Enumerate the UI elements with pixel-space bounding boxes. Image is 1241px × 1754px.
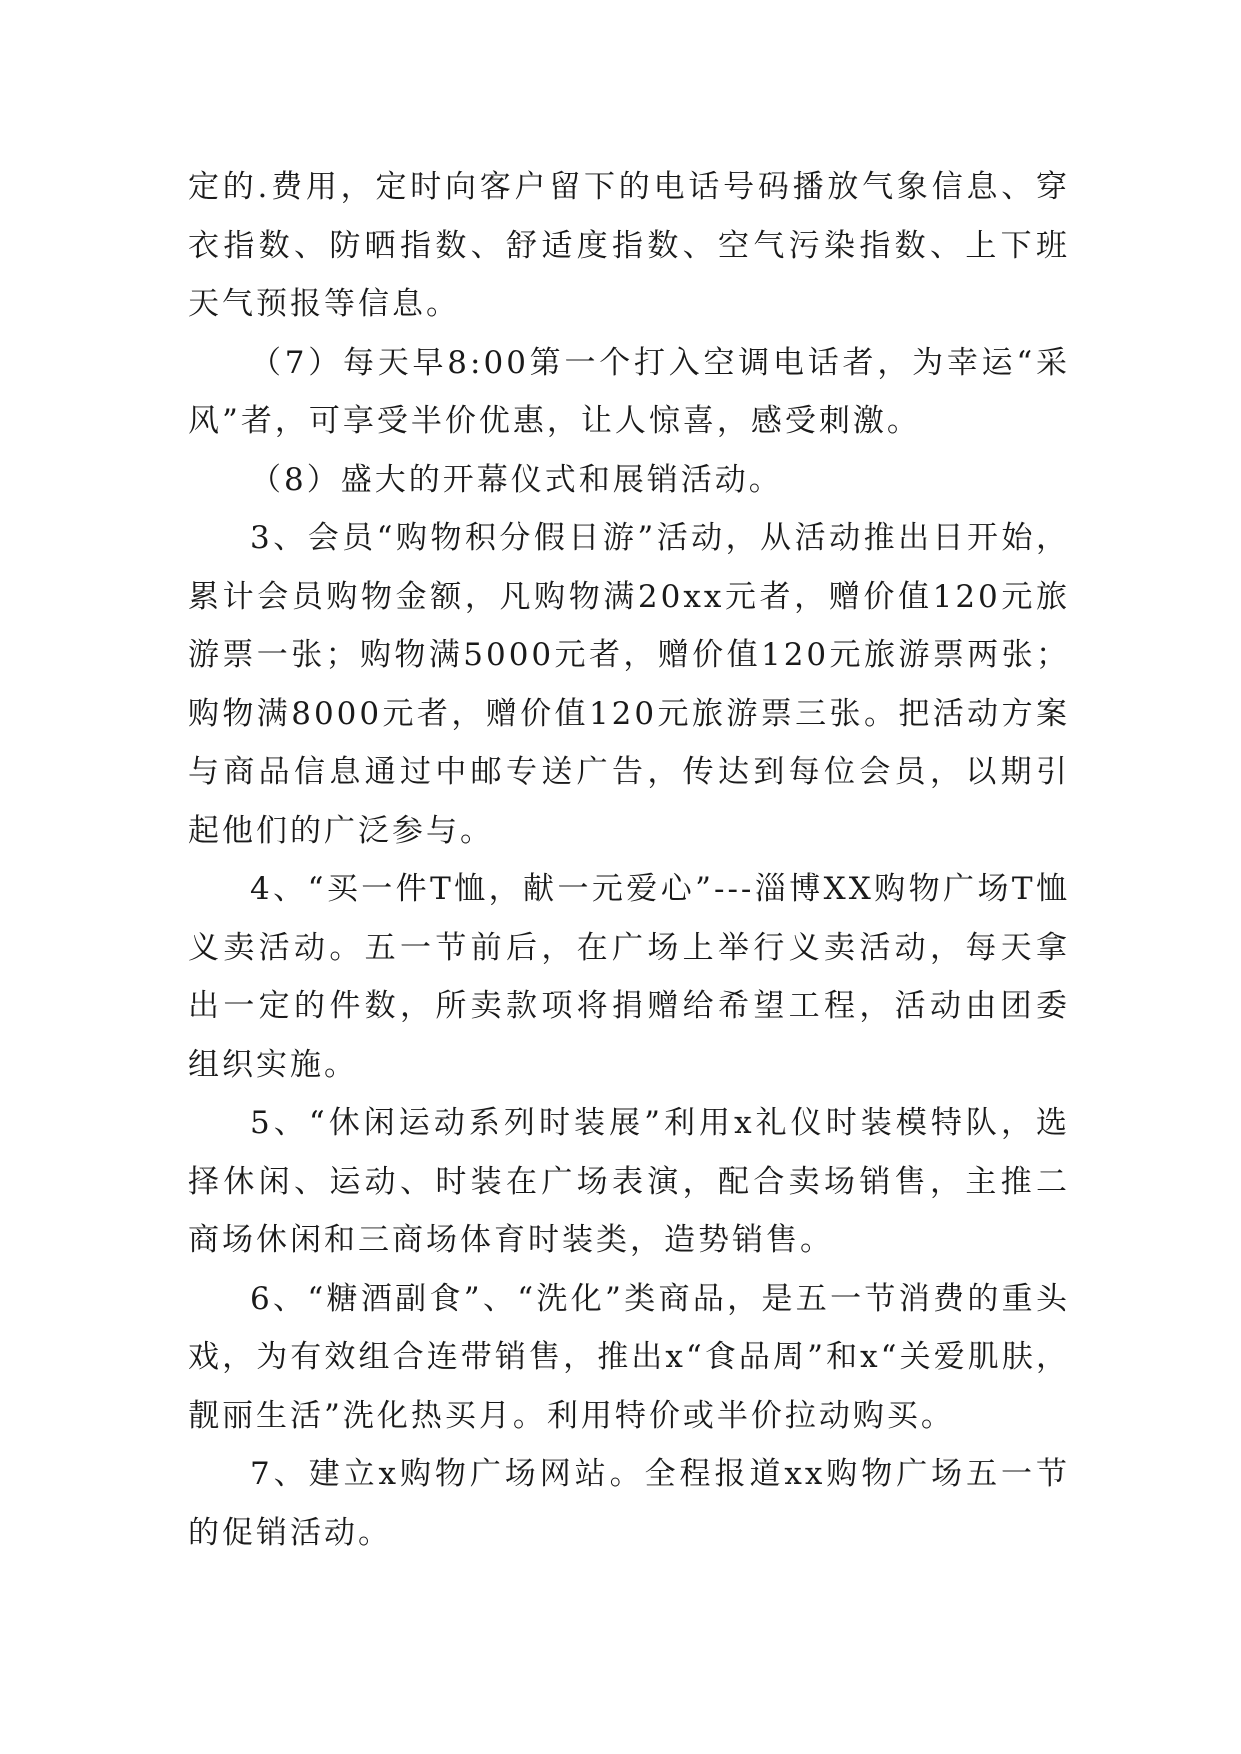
paragraph-section-6-food-cosmetics: 6、“糖酒副食”、“洗化”类商品，是五一节消费的重头戏，为有效组合连带销售，推出x“食品周”和x“关爱肌肤，靓丽生活”洗化热买月。利用特价或半价拉动购买。 [188,1280,1070,1434]
paragraph-weather-service: 定的.费用，定时向客户留下的电话号码播放气象信息、穿衣指数、防晒指数、舒适度指数、空气污染指数、上下班天气预报等信息。 [188,169,1070,322]
paragraph-section-7-website: 7、建立x购物广场网站。全程报道xx购物广场五一节的促销活动。 [188,1456,1070,1551]
paragraph-item-8-opening-ceremony: （8）盛大的开幕仪式和展销活动。 [250,461,783,498]
paragraph-item-7-first-caller: （7）每天早8:00第一个打入空调电话者，为幸运“采风”者，可享受半价优惠，让人惊喜，感受刺激。 [188,344,1070,439]
document-body [188,158,1070,1562]
paragraph-section-5-fashion-show: 5、“休闲运动系列时装展”利用x礼仪时装模特队，选择休闲、运动、时装在广场表演，配合卖场销售，主推二商场休闲和三商场体育时装类，造势销售。 [188,1105,1070,1258]
paragraph-section-4-tshirt-charity: 4、“买一件T恤，献一元爱心”---淄博XX购物广场T恤义卖活动。五一节前后，在广场上举行义卖活动，每天拿出一定的件数，所卖款项将捐赠给希望工程，活动由团委组织实施。 [188,871,1070,1083]
paragraph-section-3-member-points: 3、会员“购物积分假日游”活动，从活动推出日开始，累计会员购物金额，凡购物满20xx元者，赠价值120元旅游票一张；购物满5000元者，赠价值120元旅游票两张；购物满8000元者，赠价值120元旅游票三张。把活动方案与商品信息通过中邮专送广告，传达到每位会员，以期引起他们的广泛参与。 [188,520,1070,849]
